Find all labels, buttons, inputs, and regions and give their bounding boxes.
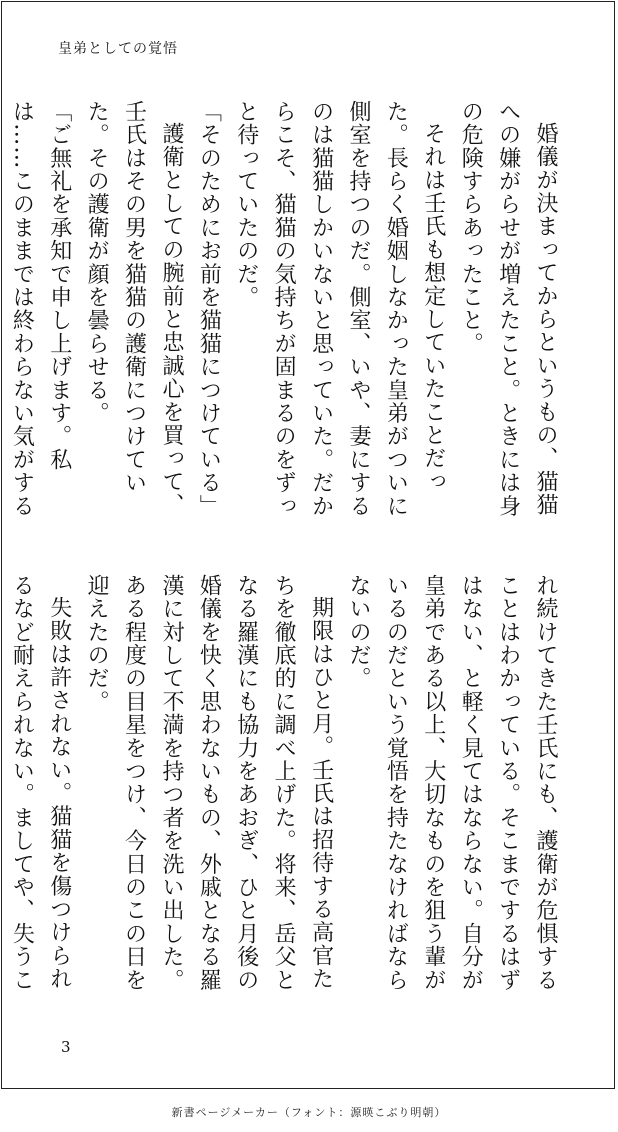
page-number: 3 — [61, 1038, 71, 1056]
footer-credit: 新書ページメーカー（フォント：源暎こぶり明朝） — [171, 1106, 447, 1119]
paragraph: それは壬氏も想定していたことだった。長らく婚姻しなかった皇弟がついに側室を持つのだ。側室、いや、妻にするのは猫猫しかいないと思っていた。だからこそ、猫猫の気持ちが固まるのをずっと待っていたのだ。 — [233, 100, 446, 518]
paragraph: 失敗は許されない。猫猫を傷つけられるなど耐えられない。ましてや、失うこ — [9, 574, 72, 992]
running-head-title: 皇弟としての覚悟 — [58, 41, 178, 57]
paragraph: 期限はひと月。壬氏は招待する高官たちを徹底的に調べ上げた。将来、岳父となる羅漢にも協力をあおぎ、ひと月後の婚儀を快く思わないもの、外戚となる羅漢に対して不満を持つ者を洗い出した。ある程度の目星をつけ、今日のこの日を迎えたのだ。 — [84, 574, 334, 992]
dialogue-line: 「ご無礼を承知で申し上げます。私は……このままでは終わらない気がする — [9, 100, 72, 518]
paragraph: 婚儀が決まってからというもの、猫猫への嫌がらせが増えたこと。ときには身の危険すらあったこと。 — [458, 100, 558, 518]
paragraph: れ続けてきた壬氏にも、護衛が危惧することはわかっている。そこまでするはずはない、と軽く見てはならない。自分が皇弟である以上、大切なものを狙う輩がいるのだという覚悟を持たなければならないのだ。 — [345, 574, 558, 992]
text-block-bottom — [9, 574, 564, 1006]
dialogue-line: 「そのためにお前を猫猫につけている」 — [196, 100, 222, 518]
paragraph: 護衛としての腕前と忠誠心を買って、壬氏はその男を猫猫の護衛につけていた。その護衛が顔を曇らせる。 — [84, 100, 184, 517]
text-block-top — [9, 100, 564, 530]
book-page — [1, 1, 615, 1089]
